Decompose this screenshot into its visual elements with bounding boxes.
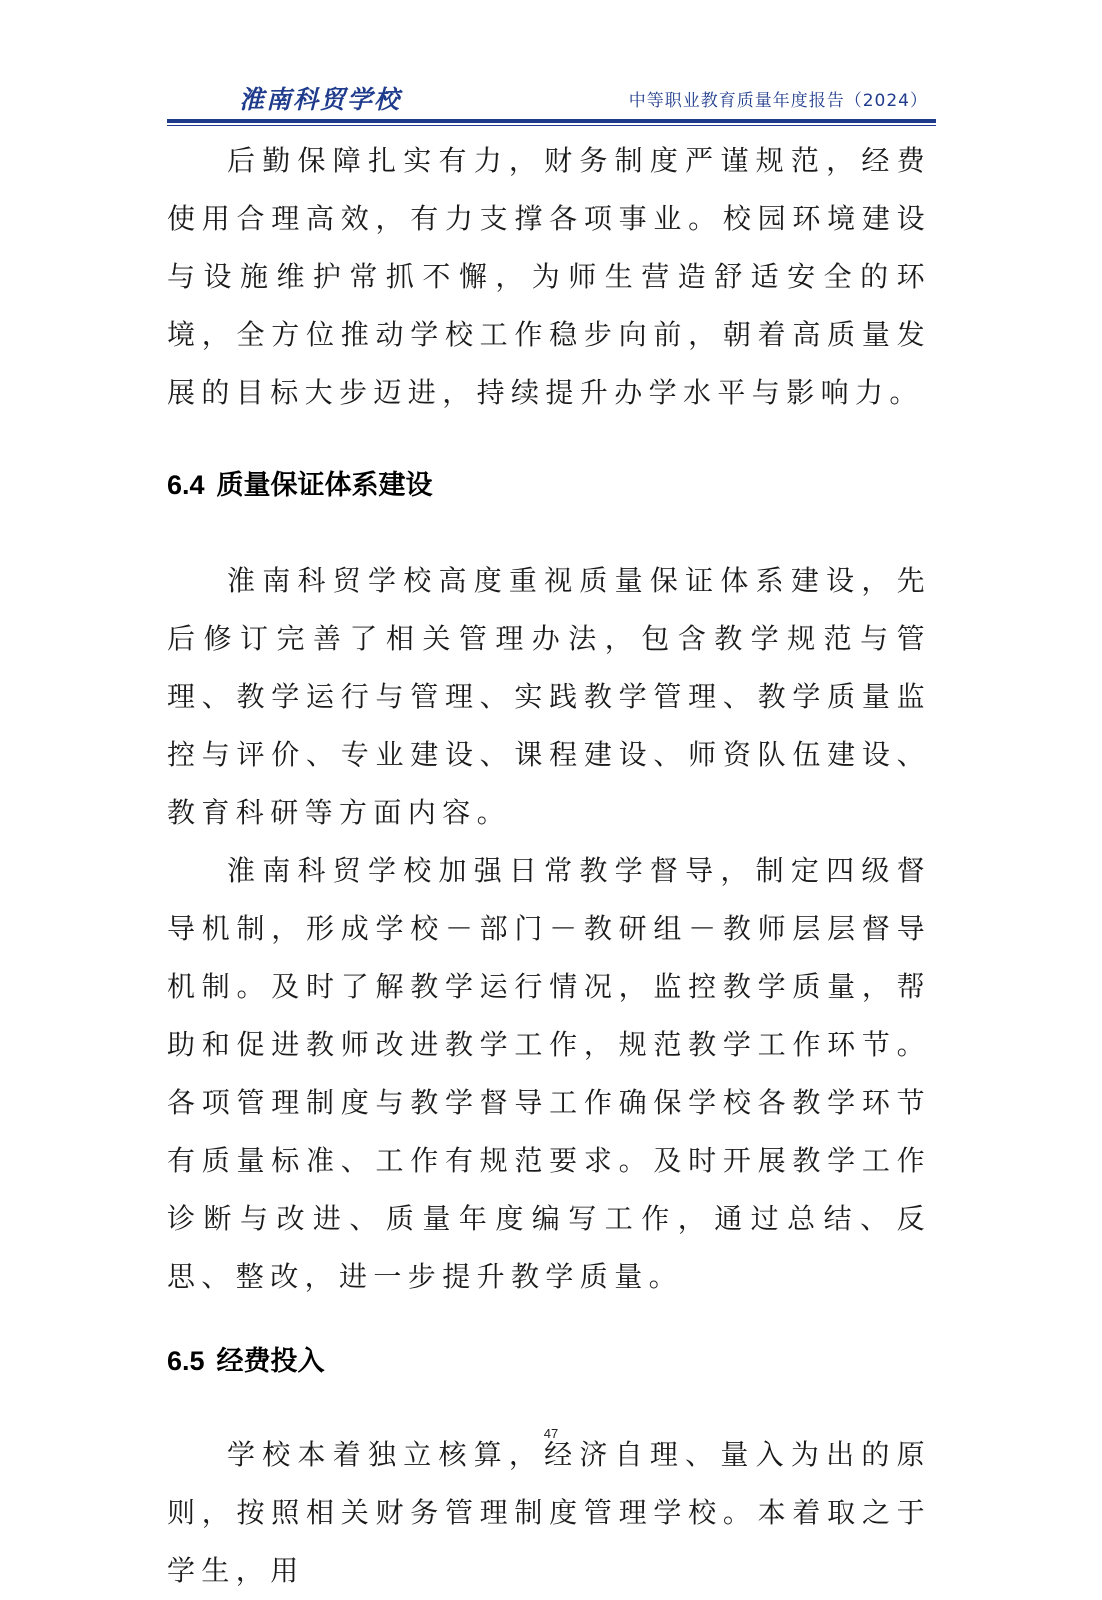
section-title: 经费投入	[216, 1346, 325, 1376]
document-body	[167, 132, 931, 1600]
page-number: 47	[543, 1426, 559, 1441]
section-number: 6.4	[167, 470, 205, 500]
paragraph-teaching-supervision: 淮南科贸学校加强日常教学督导，制定四级督导机制，形成学校－部门－教研组－教师层层督导机制。及时了解教学运行情况，监控教学质量，帮助和促进教师改进教学工作，规范教学工作环节。各项管理制度与教学督导工作确保学校各教学环节有质量标准、工作有规范要求。及时开展教学工作诊断与改进、质量年度编写工作，通过总结、反思、整改，进一步提升教学质量。	[167, 854, 931, 1293]
section-heading-6-5	[167, 1346, 931, 1376]
paragraph-funding: 学校本着独立核算，经济自理、量入为出的原则，按照相关财务管理制度管理学校。本着取之于学生，用	[167, 1438, 931, 1587]
header-rule-thick	[167, 119, 936, 123]
page-header	[167, 78, 936, 118]
section-heading-6-4	[167, 470, 931, 500]
report-title: 中等职业教育质量年度报告（2024）	[628, 91, 928, 111]
header-rule-thin	[167, 125, 936, 126]
paragraph-quality-system: 淮南科贸学校高度重视质量保证体系建设，先后修订完善了相关管理办法，包含教学规范与管理、教学运行与管理、实践教学管理、教学质量监控与评价、专业建设、课程建设、师资队伍建设、教育科研等方面内容。	[167, 564, 931, 829]
paragraph-logistics: 后勤保障扎实有力，财务制度严谨规范，经费使用合理高效，有力支撑各项事业。校园环境建设与设施维护常抓不懈，为师生营造舒适安全的环境，全方位推动学校工作稳步向前，朝着高质量发展的目标大步迈进，持续提升办学水平与影响力。	[167, 144, 931, 409]
section-number: 6.5	[167, 1346, 205, 1376]
school-name-logo: 淮南科贸学校	[239, 85, 402, 114]
section-title: 质量保证体系建设	[216, 470, 433, 500]
